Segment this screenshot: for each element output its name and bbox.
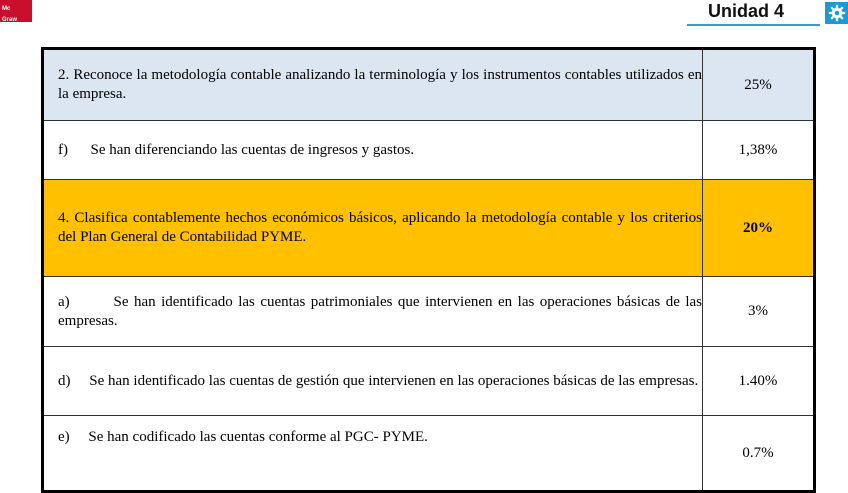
- gear-icon[interactable]: [825, 2, 848, 24]
- row-percent: 20%: [703, 180, 815, 277]
- logo-line-4: Education: [2, 39, 20, 45]
- criteria-table: [41, 47, 816, 493]
- logo-line-3: Hill: [2, 27, 12, 34]
- row-percent: 0.7%: [703, 416, 815, 492]
- row-percent: 1,38%: [703, 121, 815, 180]
- row-percent: 25%: [703, 49, 815, 121]
- row-percent: 1.40%: [703, 347, 815, 416]
- row-description: d) Se han identificado las cuentas de gestión que intervienen en las operaciones básicas de las empresas.: [43, 347, 703, 416]
- table-row: [43, 347, 815, 416]
- table-row: [43, 416, 815, 492]
- gear-icon-graphic: [828, 4, 846, 22]
- row-description: 2. Reconoce la metodología contable analizando la terminología y los instrumentos contables utilizados en la empresa.: [43, 49, 703, 121]
- row-description: 4. Clasifica contablemente hechos económicos básicos, aplicando la metodología contable y los criterios del Plan General de Contabilidad PYME.: [43, 180, 703, 277]
- table-row: [43, 180, 815, 277]
- publisher-logo: [0, 0, 32, 45]
- row-description: f) Se han diferenciando las cuentas de ingresos y gastos.: [43, 121, 703, 180]
- table-row: [43, 121, 815, 180]
- logo-line-2: Graw: [2, 16, 18, 23]
- unit-title: Unidad 4: [708, 1, 785, 21]
- row-description: e) Se han codificado las cuentas conforme al PGC- PYME.: [43, 416, 703, 492]
- unit-title-underline: [687, 24, 820, 26]
- row-description: a) Se han identificado las cuentas patrimoniales que intervienen en las operaciones básicas de las empresas.: [43, 277, 703, 347]
- logo-line-1: Mc: [2, 5, 11, 12]
- row-percent: 3%: [703, 277, 815, 347]
- table-row: [43, 277, 815, 347]
- table-row: [43, 49, 815, 121]
